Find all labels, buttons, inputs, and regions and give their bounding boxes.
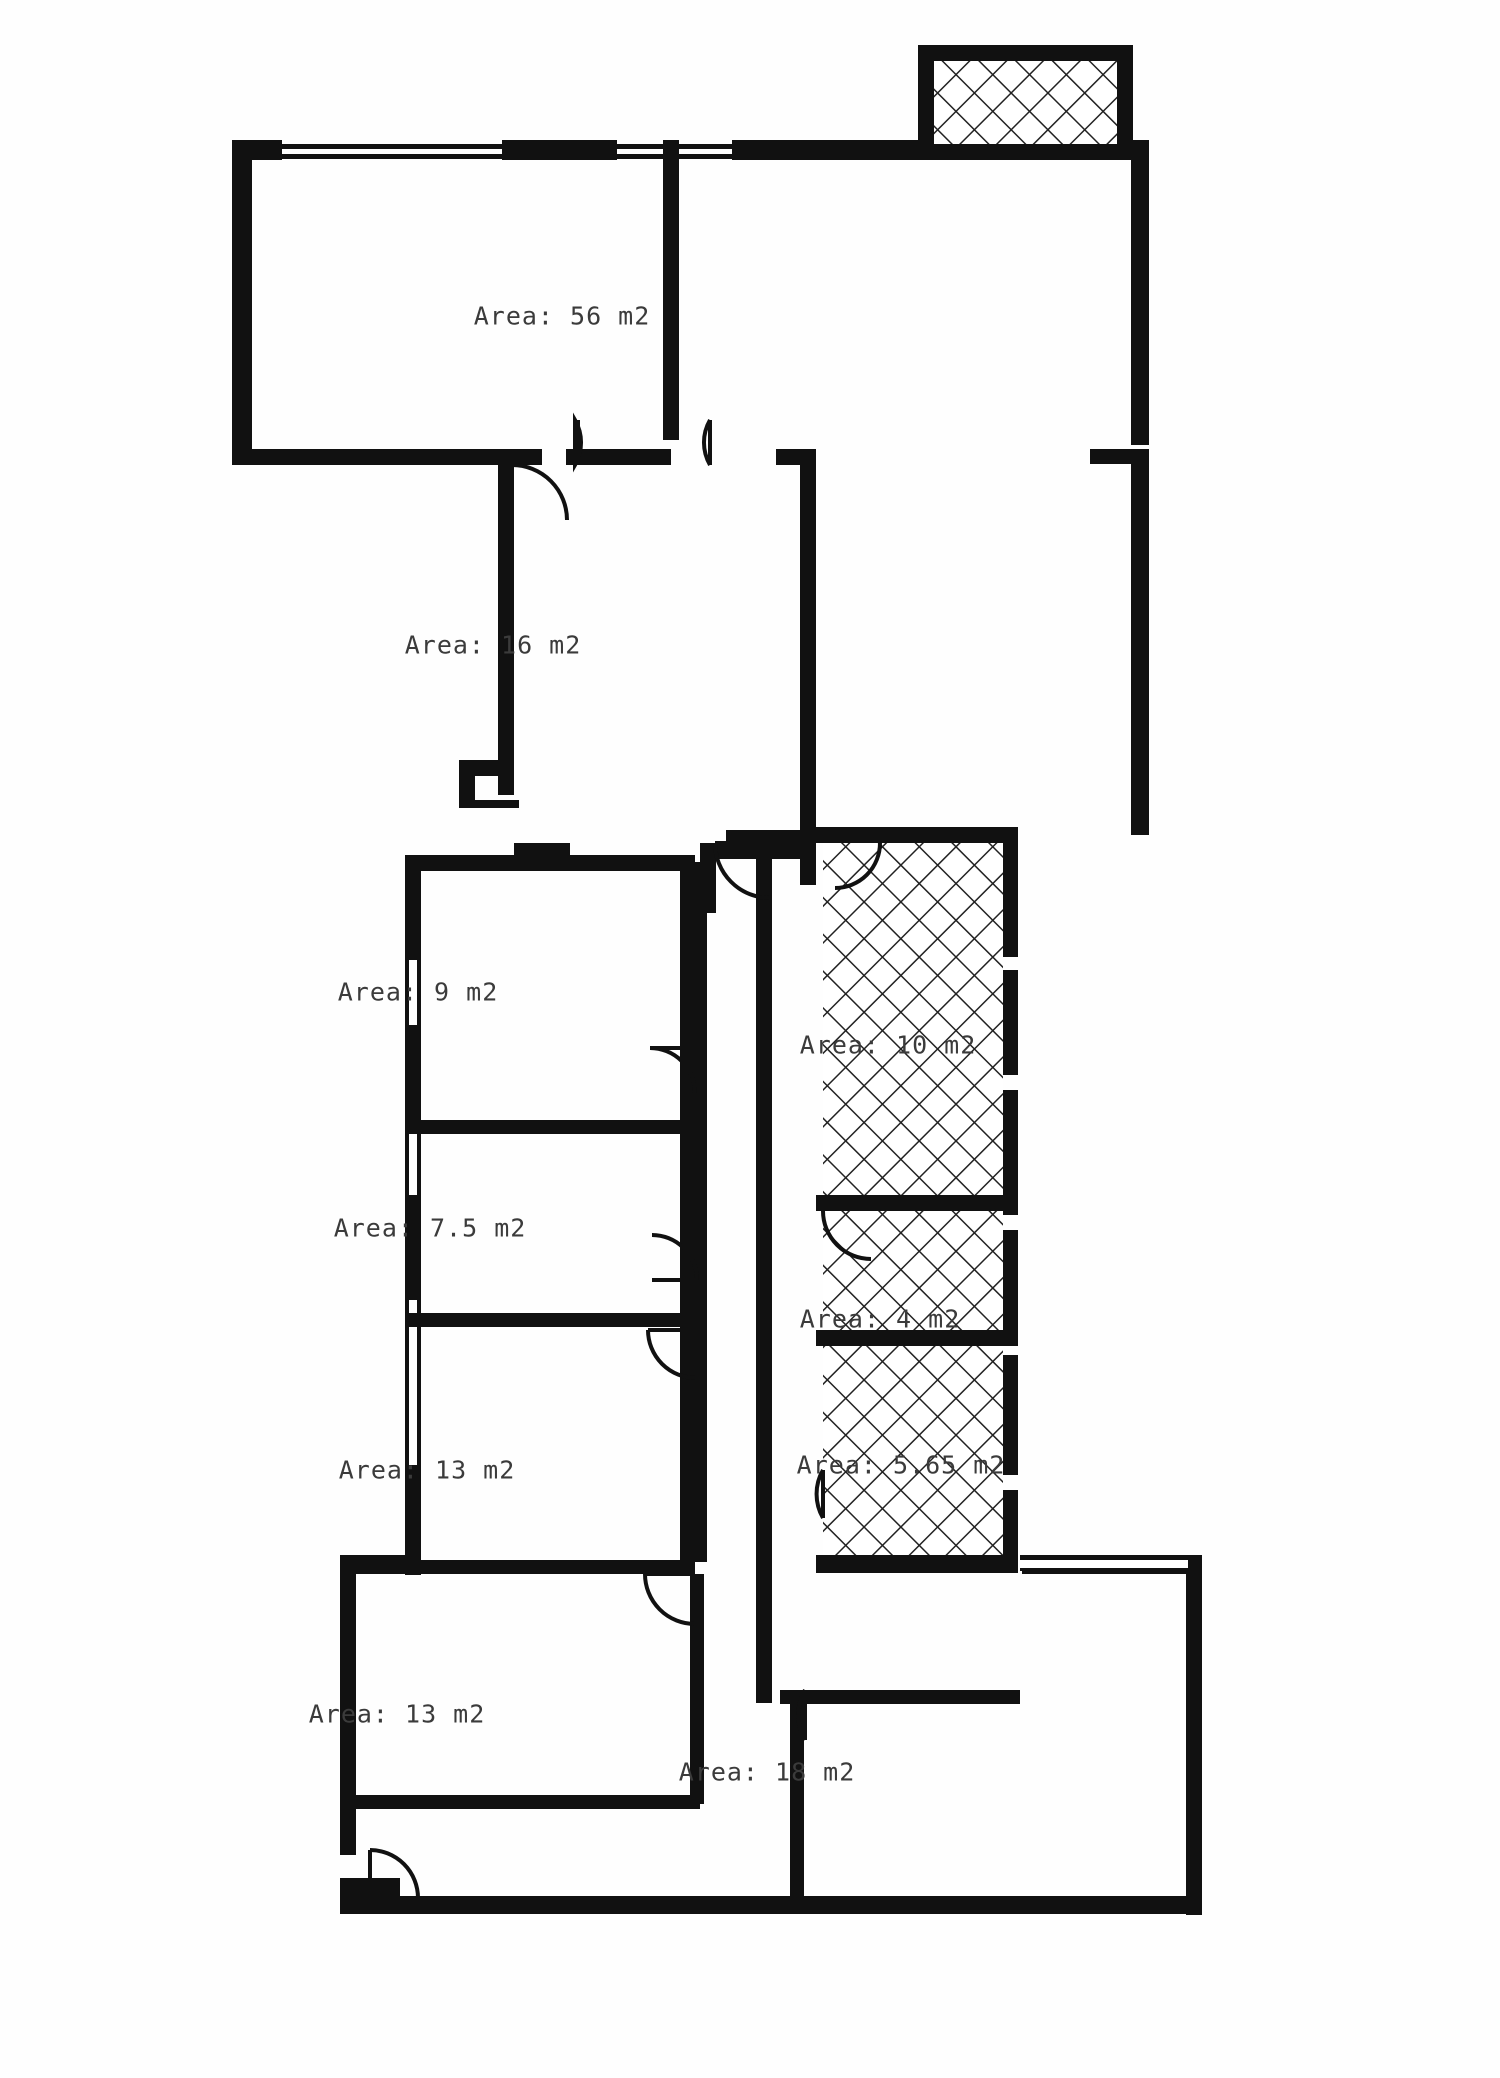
room9-top-wall xyxy=(405,855,695,871)
corridor-left-wall xyxy=(693,862,707,1562)
left-outer-wall-top xyxy=(232,140,252,465)
corridor-right-wall xyxy=(756,843,772,1703)
leftcol-outer-wall-a xyxy=(405,855,421,970)
bottom-outer-wall xyxy=(340,1896,1202,1914)
room16-right-wall xyxy=(800,465,816,885)
room13b-top-wall-b xyxy=(340,1566,410,1574)
right-outer-wall-upper xyxy=(1131,140,1149,445)
room13b-left-wall-lower xyxy=(340,1795,356,1855)
area-label-room-10: Area: 10 m2 xyxy=(799,1030,977,1060)
topleft-room-bottom-wall xyxy=(232,449,542,465)
bottom-left-corner xyxy=(340,1878,356,1914)
area-label-room-5-65: Area: 5.65 m2 xyxy=(796,1450,1006,1480)
top-window-1a xyxy=(282,144,502,149)
room16-bottom-wall-a xyxy=(514,843,570,851)
top-wall-seg-3 xyxy=(732,140,922,160)
room13b-top-wall-a xyxy=(340,1555,410,1567)
area-label-room-13b: Area: 13 m2 xyxy=(308,1699,486,1729)
room18-top-wall-2 xyxy=(1022,1568,1188,1574)
shaft-right-wall-a xyxy=(1003,827,1018,957)
top-wall-seg-2 xyxy=(502,140,617,160)
door-swing-13b xyxy=(645,1574,695,1624)
shaft-right-wall-b xyxy=(1003,970,1018,1075)
top-window-1b xyxy=(282,154,502,159)
area-label-room-7-5: Area: 7.5 m2 xyxy=(333,1213,527,1243)
door-swing-16-a xyxy=(512,465,567,520)
room18-right-wall xyxy=(1186,1555,1202,1915)
balcony-wall-bottom xyxy=(918,144,1133,160)
divider-topleft-56 xyxy=(663,140,679,440)
leftcol-window-2-glass xyxy=(409,1130,417,1200)
room18-upper-wall xyxy=(780,1690,1020,1704)
leftcol-inner-wall xyxy=(680,855,695,1575)
room9-bottom-wall xyxy=(405,1120,695,1134)
shaft-divider-1 xyxy=(816,1195,1018,1211)
room18-top-gap xyxy=(1020,1560,1188,1568)
shaft-right-wall-d xyxy=(1003,1230,1018,1340)
shaft-hatch-10 xyxy=(823,843,1003,1195)
area-label-room-4: Area: 4 m2 xyxy=(799,1304,961,1334)
shaft-right-wall-f xyxy=(1003,1490,1018,1565)
balcony-hatch xyxy=(934,61,1117,144)
room13a-bottom-wall xyxy=(405,1560,695,1574)
shaft-bottom-wall xyxy=(816,1555,1018,1573)
room13b-left-wall xyxy=(340,1555,356,1805)
corridor-top-wall-right xyxy=(776,449,816,465)
area-label-room-13a: Area: 13 m2 xyxy=(338,1455,516,1485)
leftcol-outer-wall-c xyxy=(405,1195,421,1305)
area-label-room-56: Area: 56 m2 xyxy=(473,301,651,331)
area-label-room-16: Area: 16 m2 xyxy=(404,630,582,660)
leftcol-outer-wall-b xyxy=(405,1025,421,1135)
shaft-top-wall xyxy=(816,827,1016,843)
room75-bottom-wall xyxy=(405,1313,695,1327)
room16-bottom-left-seg xyxy=(459,800,519,808)
balcony-wall-top xyxy=(918,45,1133,61)
room13b-bottom-wall xyxy=(340,1795,700,1809)
right-outer-wall-lower xyxy=(1131,455,1149,835)
area-label-room-9: Area: 9 m2 xyxy=(337,977,499,1007)
area-label-room-18: Area: 18 m2 xyxy=(678,1757,856,1787)
